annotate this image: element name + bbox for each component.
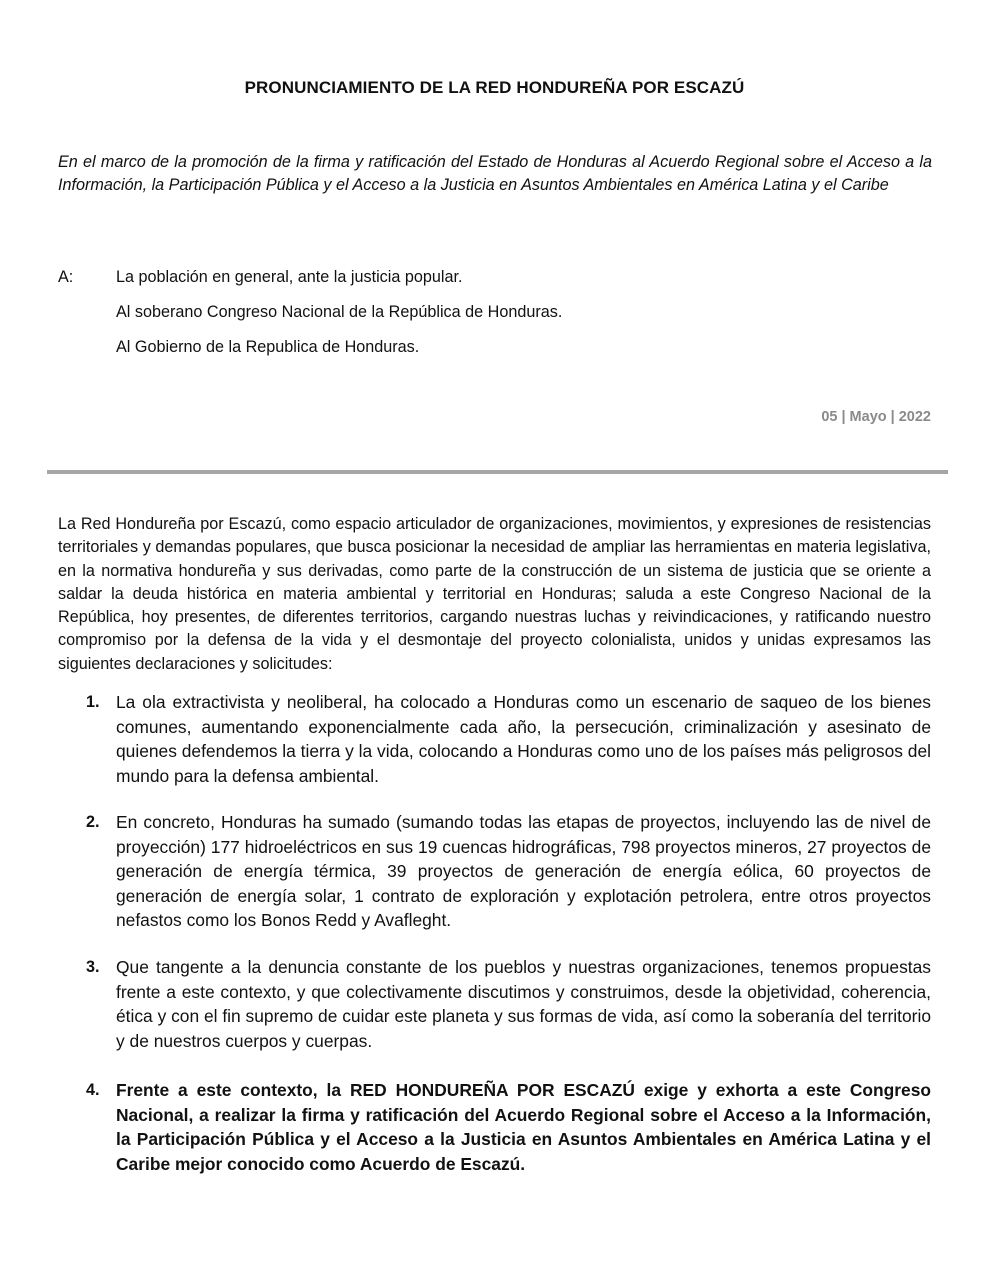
list-item [86, 690, 931, 788]
list-item-number: 3. [86, 958, 100, 976]
list-item [86, 810, 931, 933]
document-title: PRONUNCIAMIENTO DE LA RED HONDUREÑA POR ESCAZÚ [244, 78, 745, 97]
addressee-line: La población en general, ante la justicia popular. [116, 268, 463, 286]
list-item-text: La ola extractivista y neoliberal, ha colocado a Honduras como un escenario de saqueo de los bienes comunes, aumentando exponencialmente cada año, la persecución, criminalización y asesinato de quienes defendemos la tierra y la vida, colocando a Honduras como uno de los países más peligrosos del mundo para la defensa ambiental. [116, 692, 931, 786]
list-item-number: 2. [86, 813, 100, 831]
list-item-text: En concreto, Honduras ha sumado (sumando todas las etapas de proyectos, incluyendo las de nivel de proyección) 177 hidroeléctricos en sus 19 cuencas hidrográficas, 798 proyectos mineros, 27 proyectos de generación de energía térmica, 39 proyectos de generación de energía eólica, 60 proyectos de generación de energía solar, 1 contrato de exploración y explotación petrolera, entre otros proyectos nefastos como los Bonos Redd y Avafleght. [116, 812, 931, 930]
list-item-text: Frente a este contexto, la RED HONDUREÑA POR ESCAZÚ exige y exhorta a este Congreso Nacional, a realizar la firma y ratificación del Acuerdo Regional sobre el Acceso a la Información, la Participación Pública y el Acceso a la Justicia en Asuntos Ambientales en América Latina y el Caribe mejor conocido como Acuerdo de Escazú. [116, 1080, 931, 1174]
intro-paragraph: En el marco de la promoción de la firma y ratificación del Estado de Honduras al Acuerdo Regional sobre el Acceso a la Información, la Participación Pública y el Acceso a la Justicia en Asuntos Ambientales en América Latina y el Caribe [58, 153, 932, 194]
list-item-text: Que tangente a la denuncia constante de los pueblos y nuestras organizaciones, tenemos propuestas frente a este contexto, y que colectivamente discutimos y construimos, desde la objetividad, coherencia, ética y con el fin supremo de cuidar este planeta y sus formas de vida, así como la soberanía del territorio y de nuestros cuerpos y cuerpas. [116, 957, 931, 1051]
list-item-number: 1. [86, 693, 100, 711]
body-paragraph: La Red Hondureña por Escazú, como espacio articulador de organizaciones, movimientos, y expresiones de resistencias territoriales y demandas populares, que busca posicionar la necesidad de ampliar las herramientas en materia legislativa, en la normativa hondureña y sus derivadas, como parte de la construcción de un sistema de justicia que se oriente a saldar la deuda histórica en materia ambiental y territorial en Honduras; saluda a este Congreso Nacional de la República, hoy presentes, de diferentes territorios, cargando nuestras luchas y reivindicaciones, y ratificando nuestro compromiso por la defensa de la vida y el desmontaje del proyecto colonialista, unidos y unidas expresamos las siguientes declaraciones y solicitudes: [58, 515, 931, 673]
list-item [86, 1078, 931, 1176]
addressee-label: A: [58, 268, 74, 286]
addressee-line: Al soberano Congreso Nacional de la República de Honduras. [116, 303, 563, 321]
list-item-number: 4. [86, 1081, 100, 1099]
list-item [86, 955, 931, 1053]
section-divider [47, 470, 948, 474]
document-date: 05 | Mayo | 2022 [821, 409, 931, 425]
addressee-line: Al Gobierno de la Republica de Honduras. [116, 338, 420, 356]
